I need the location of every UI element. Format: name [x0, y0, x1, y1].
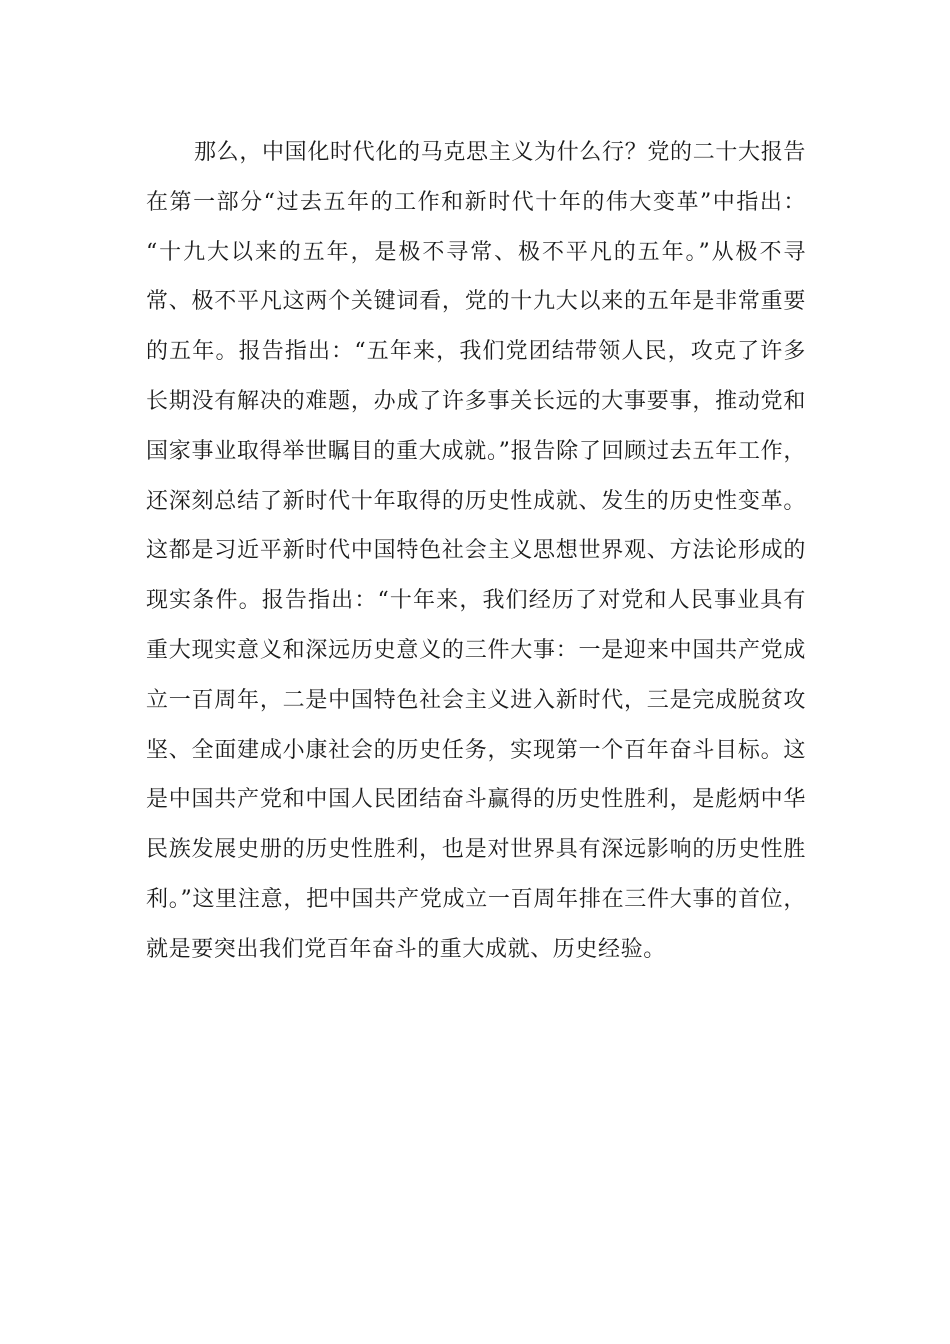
paragraph-line-9: 这都是习近平新时代中国特色社会主义思想世界观、方法论形成的: [146, 538, 806, 564]
paragraph-line-1: 那么，中国化时代化的马克思主义为什么行？党的二十大报告: [194, 140, 806, 165]
paragraph-line-17: 就是要突出我们党百年奋斗的重大成就、历史经验。: [146, 936, 666, 962]
paragraph-line-3: “十九大以来的五年，是极不寻常、极不平凡的五年。”从极不寻: [146, 239, 806, 265]
paragraph-line-4: 常、极不平凡这两个关键词看，党的十九大以来的五年是非常重要: [146, 289, 806, 315]
paragraph-line-6: 长期没有解决的难题，办成了许多事关长远的大事要事，推动党和: [146, 388, 806, 414]
paragraph-line-14: 是中国共产党和中国人民团结奋斗赢得的历史性胜利，是彪炳中华: [146, 787, 806, 813]
paragraph-line-10: 现实条件。报告指出：“十年来，我们经历了对党和人民事业具有: [146, 588, 806, 614]
paragraph-line-13: 坚、全面建成小康社会的历史任务，实现第一个百年奋斗目标。这: [146, 737, 806, 763]
body-paragraph: [146, 133, 806, 980]
paragraph-line-15: 民族发展史册的历史性胜利，也是对世界具有深远影响的历史性胜: [146, 837, 806, 863]
paragraph-line-11: 重大现实意义和深远历史意义的三件大事：一是迎来中国共产党成: [146, 637, 806, 663]
paragraph-line-7: 国家事业取得举世瞩目的重大成就。”报告除了回顾过去五年工作，: [146, 438, 806, 464]
paragraph-line-8: 还深刻总结了新时代十年取得的历史性成就、发生的历史性变革。: [146, 488, 806, 514]
paragraph-line-16: 利。”这里注意，把中国共产党成立一百周年排在三件大事的首位，: [146, 886, 806, 912]
paragraph-line-2: 在第一部分“过去五年的工作和新时代十年的伟大变革”中指出：: [146, 189, 806, 215]
paragraph-line-5: 的五年。报告指出：“五年来，我们党团结带领人民，攻克了许多: [146, 339, 806, 365]
paragraph-line-12: 立一百周年，二是中国特色社会主义进入新时代，三是完成脱贫攻: [146, 687, 806, 713]
